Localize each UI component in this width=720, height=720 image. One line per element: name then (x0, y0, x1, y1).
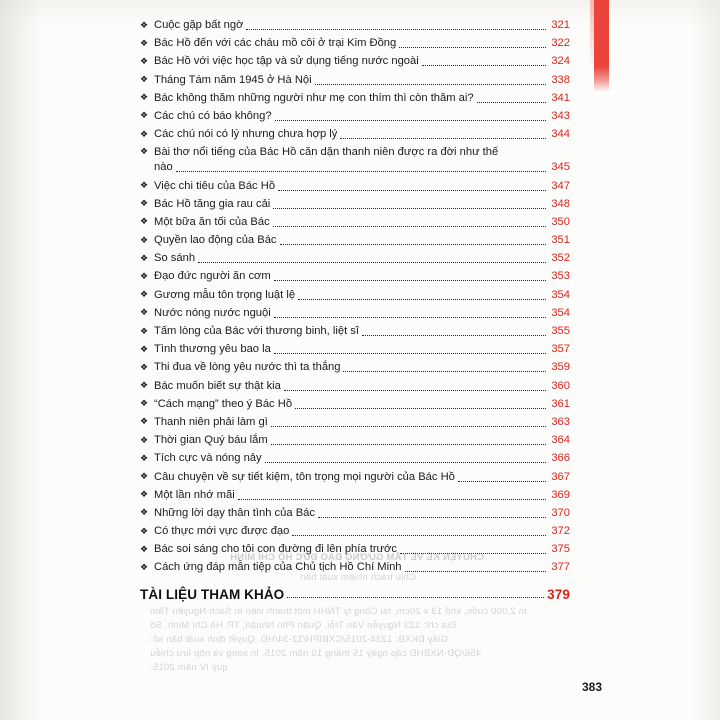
table-of-contents (140, 18, 570, 602)
leader-dots (362, 334, 546, 336)
toc-entry-page: 361 (551, 397, 570, 410)
show-through-line: quý IV năm 2015. (150, 662, 228, 673)
toc-entry-page: 354 (551, 306, 570, 319)
toc-entry-label: Tấm lòng của Bác với thương binh, liệt sĩ (154, 325, 359, 337)
toc-entry-label: Bác soi sáng cho tôi con đường đi lên phía trước (154, 543, 397, 556)
toc-entry[interactable] (140, 215, 570, 230)
toc-entry[interactable] (140, 145, 570, 175)
toc-entry-label: Cuộc gặp bất ngờ (154, 19, 244, 31)
leader-dots (298, 298, 546, 300)
toc-entry[interactable] (140, 451, 570, 466)
toc-entry-label-cont: nào (154, 161, 173, 174)
toc-entry-label: “Cách mạng” theo ý Bác Hồ (154, 397, 293, 410)
diamond-bullet-icon (140, 145, 154, 159)
diamond-bullet-icon (140, 91, 154, 105)
leader-dots (405, 570, 546, 572)
leader-dots (273, 225, 546, 227)
toc-entry-page: 343 (551, 109, 570, 122)
diamond-bullet-icon (140, 37, 154, 51)
diamond-bullet-icon (140, 525, 154, 539)
diamond-bullet-icon (140, 361, 154, 375)
diamond-bullet-icon (140, 397, 154, 411)
toc-entry[interactable] (140, 524, 570, 539)
toc-entry[interactable] (140, 18, 570, 33)
leader-dots (238, 498, 546, 500)
toc-entry[interactable] (140, 506, 570, 521)
toc-entry[interactable] (140, 73, 570, 88)
toc-entry-label: Tháng Tám năm 1945 ở Hà Nội (154, 73, 312, 86)
toc-entry[interactable] (140, 360, 570, 375)
toc-entry-page: 348 (551, 197, 570, 210)
toc-entry-label: Các chú nói có lý nhưng chưa hợp lý (154, 128, 338, 141)
toc-entry-label: Bác muốn biết sự thật kia (154, 379, 281, 392)
diamond-bullet-icon (140, 179, 154, 193)
diamond-bullet-icon (140, 470, 154, 484)
diamond-bullet-icon (140, 452, 154, 466)
toc-entry-page: 359 (551, 361, 570, 374)
toc-entry-page: 375 (551, 543, 570, 556)
diamond-bullet-icon (140, 73, 154, 87)
leader-dots (318, 516, 546, 518)
toc-entry-label: Các chú có báo không? (154, 109, 272, 122)
leader-dots (274, 279, 546, 281)
toc-entry[interactable] (140, 233, 570, 248)
diamond-bullet-icon (140, 128, 154, 142)
toc-entry-page: 377 (551, 561, 570, 574)
toc-entry-page: 354 (551, 288, 570, 301)
toc-entry[interactable] (140, 415, 570, 430)
toc-entry-label: Nước nóng nước nguội (154, 306, 271, 319)
diamond-bullet-icon (140, 109, 154, 123)
toc-entry[interactable] (140, 109, 570, 124)
leader-dots (198, 261, 546, 263)
toc-entry-page: 345 (551, 161, 570, 174)
diamond-bullet-icon (140, 543, 154, 557)
toc-entry-label: Một lần nhớ mãi (154, 488, 235, 501)
toc-entry[interactable] (140, 397, 570, 412)
diamond-bullet-icon (140, 197, 154, 211)
toc-entry-page: 355 (551, 325, 570, 337)
toc-entry-page: 370 (551, 506, 570, 519)
page-number: 383 (581, 680, 602, 694)
toc-entry-label: Bác Hồ tăng gia rau cải (154, 197, 271, 210)
toc-entry-page: 347 (551, 179, 570, 192)
red-bookmark-strip (594, 0, 609, 92)
leader-dots (271, 425, 546, 427)
diamond-bullet-icon (140, 252, 154, 266)
toc-entry-label: Quyền lao động của Bác (154, 234, 277, 247)
toc-entry-page: 321 (551, 19, 570, 31)
toc-entry[interactable] (140, 342, 570, 357)
leader-dots (295, 407, 546, 409)
show-through-line: In 2.000 cuốn, khổ 13 x 20cm, tại Công ty TNHH một thành viên In Sách Nguyên Tâm (150, 606, 527, 617)
toc-entry-page: 351 (551, 234, 570, 247)
toc-entry-page: 364 (551, 434, 570, 447)
references-entry[interactable] (140, 587, 570, 602)
leader-dots (477, 101, 546, 103)
leader-dots (315, 83, 546, 85)
diamond-bullet-icon (140, 415, 154, 429)
toc-entry-page: 363 (551, 415, 570, 428)
toc-entry-label: Việc chi tiêu của Bác Hồ (154, 179, 276, 192)
toc-entry[interactable] (140, 379, 570, 394)
toc-entry-label: Câu chuyện về sự tiết kiệm, tôn trọng mọi người của Bác Hồ (154, 470, 455, 483)
leader-dots (399, 46, 546, 48)
leader-dots (458, 480, 546, 482)
leader-dots (271, 443, 546, 445)
toc-entry[interactable] (140, 54, 570, 69)
toc-entry-label: Bài thơ nổi tiếng của Bác Hồ căn dặn thanh niên được ra đời như thế (154, 146, 499, 159)
toc-entry-page: 360 (551, 379, 570, 392)
leader-dots (340, 137, 546, 139)
leader-dots (176, 170, 546, 172)
toc-entry[interactable] (140, 251, 570, 266)
toc-entry-page: 367 (551, 470, 570, 483)
toc-entry[interactable] (140, 306, 570, 321)
toc-entry-page: 353 (551, 270, 570, 283)
toc-entry-label: Gương mẫu tôn trọng luật lệ (154, 288, 296, 301)
toc-entry-page: 338 (551, 73, 570, 86)
toc-entry-label: So sánh (154, 252, 196, 265)
show-through-line: 456/QĐ-NXBHĐ cấp ngày 15 tháng 10 năm 2015. In xong và nộp lưu chiểu (150, 648, 482, 659)
toc-entry[interactable] (140, 179, 570, 194)
toc-entry[interactable] (140, 488, 570, 503)
toc-entry-label: Những lời dạy thân tình của Bác (154, 506, 315, 519)
leader-dots (274, 316, 546, 318)
toc-entry-page: 357 (551, 343, 570, 356)
leader-dots (280, 243, 546, 245)
toc-entry-label: Tích cực và nóng nảy (154, 452, 262, 465)
toc-entry-page: 350 (551, 215, 570, 228)
toc-entry-label: Có thực mới vực được đạo (154, 525, 290, 538)
toc-entry[interactable] (140, 127, 570, 142)
diamond-bullet-icon (140, 434, 154, 448)
leader-dots (284, 389, 546, 391)
leader-dots (265, 461, 546, 463)
toc-entry-label: Cách ứng đáp mẫn tiệp của Chủ tịch Hồ Chí Minh (154, 561, 402, 574)
leader-dots (275, 119, 546, 121)
toc-entry-label: Thanh niên phải làm gì (154, 415, 268, 428)
leader-dots (287, 596, 544, 598)
diamond-bullet-icon (140, 55, 154, 69)
leader-dots (422, 64, 546, 66)
toc-entry[interactable] (140, 91, 570, 106)
show-through-line: CHUYỆN KỂ VỀ TẤM GƯƠNG ĐẠO ĐỨC HỒ CHÍ MINH (230, 552, 484, 563)
show-through-line: Giấy ĐKXB: 1234-2015/CXBIPH/12-34/HĐ. Quyết định xuất bản số: (150, 634, 448, 645)
toc-entry-label: Thi đua về lòng yêu nước thì ta thắng (154, 361, 341, 374)
diamond-bullet-icon (140, 19, 154, 33)
diamond-bullet-icon (140, 306, 154, 320)
leader-dots (343, 370, 546, 372)
toc-entry[interactable] (140, 324, 570, 339)
leader-dots (273, 207, 546, 209)
toc-entry-page: 324 (551, 55, 570, 68)
toc-entry-label: Bác không thăm những người như mẹ con thím thì còn thăm ai? (154, 91, 474, 104)
diamond-bullet-icon (140, 325, 154, 339)
show-through-line: Chịu trách nhiệm xuất bản (300, 572, 416, 583)
toc-entry[interactable] (140, 269, 570, 284)
toc-entry-page: 341 (551, 91, 570, 104)
diamond-bullet-icon (140, 215, 154, 229)
toc-entry[interactable] (140, 470, 570, 485)
toc-entry-label: Một bữa ăn tối của Bác (154, 215, 270, 228)
diamond-bullet-icon (140, 234, 154, 248)
diamond-bullet-icon (140, 561, 154, 575)
toc-entry-label: Thời gian Quý báu lắm (154, 434, 268, 447)
leader-dots (246, 28, 546, 30)
references-page: 379 (547, 587, 570, 603)
toc-entry-page: 372 (551, 525, 570, 538)
toc-entry-label: Bác Hồ đến với các cháu mồ côi ở trại Kim Đồng (154, 37, 397, 50)
toc-entry-page: 344 (551, 128, 570, 141)
leader-dots (292, 534, 546, 536)
toc-entry[interactable] (140, 197, 570, 212)
toc-entry-page: 352 (551, 252, 570, 265)
leader-dots (278, 189, 546, 191)
references-label: TÀI LIỆU THAM KHẢO (140, 587, 285, 603)
diamond-bullet-icon (140, 288, 154, 302)
toc-entry[interactable] (140, 288, 570, 303)
leader-dots (274, 352, 546, 354)
toc-entry-label: Đạo đức người ăn cơm (154, 270, 271, 283)
toc-entry-page: 322 (551, 37, 570, 50)
toc-entry[interactable] (140, 36, 570, 51)
toc-entry-label: Bác Hồ với việc học tập và sử dụng tiếng nước ngoài (154, 55, 419, 68)
diamond-bullet-icon (140, 270, 154, 284)
toc-entry-label: Tình thương yêu bao la (154, 343, 271, 356)
toc-entry-page: 369 (551, 488, 570, 501)
diamond-bullet-icon (140, 343, 154, 357)
diamond-bullet-icon (140, 506, 154, 520)
show-through-line: Địa chỉ: 123 Nguyễn Văn Trỗi, Quận Phú Nhuận, TP. Hồ Chí Minh. Số (150, 620, 457, 631)
diamond-bullet-icon (140, 379, 154, 393)
toc-entry-page: 366 (551, 452, 570, 465)
toc-entry[interactable] (140, 433, 570, 448)
diamond-bullet-icon (140, 488, 154, 502)
